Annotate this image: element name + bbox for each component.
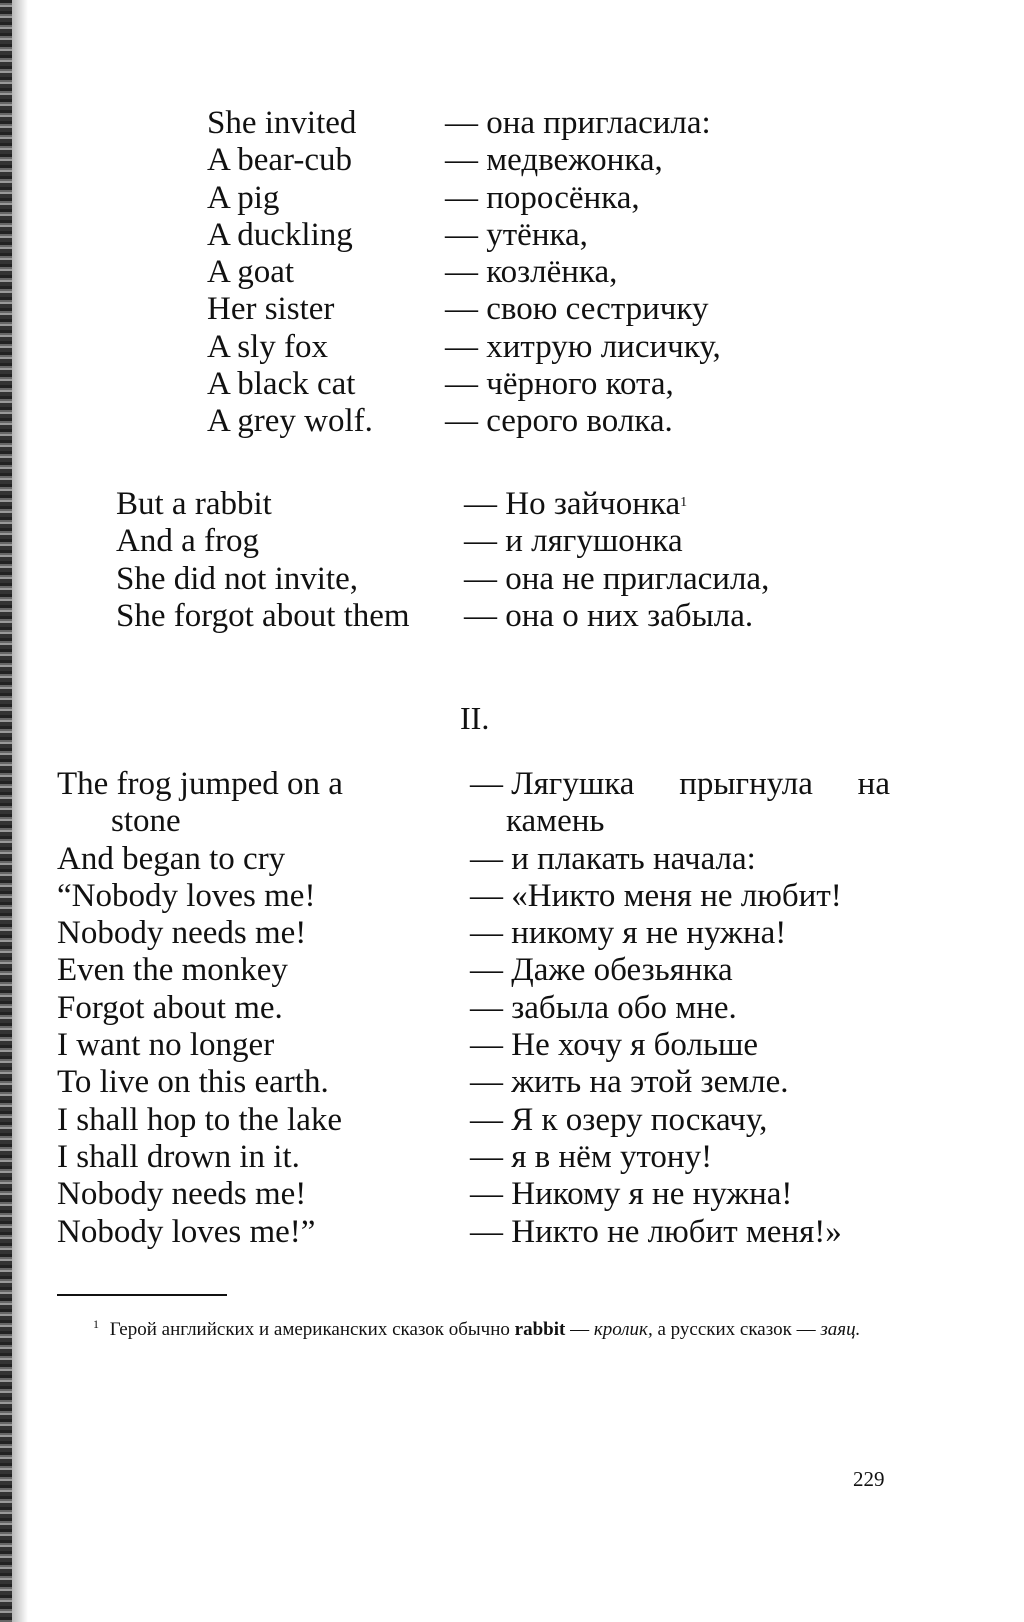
stanza-invitations [207,105,721,441]
page-number: 229 [853,1467,885,1491]
english-line: Forgot about me. [57,989,283,1026]
english-line: She did not invite, [116,560,358,597]
english-line: The frog jumped on a [57,766,343,802]
binding-shadow [12,0,28,1622]
russian-line: — серого волка. [445,403,673,440]
english-line: A sly fox [207,328,329,365]
english-line: To live on this earth. [57,1064,329,1101]
english-line: A duckling [207,216,353,253]
russian-line: — она не пригласила, [464,560,770,597]
english-line: “Nobody loves me! [57,877,316,914]
english-line: Nobody needs me! [57,1176,307,1213]
russian-line: — жить на этой земле. [470,1064,789,1101]
russian-line: — медвежонка, [445,142,663,179]
english-line: And a frog [116,523,259,560]
russian-line: — Не хочу я больше [470,1027,759,1064]
section-heading: II. [460,700,490,736]
russian-line: — она о них забыла. [464,597,754,634]
footnote-italic-word: заяц. [820,1319,861,1340]
footnote-italic-word: кролик, [593,1319,653,1340]
english-line: A black cat [207,366,356,403]
russian-line: — поросёнка, [445,179,640,216]
english-line: I shall hop to the lake [57,1101,343,1138]
russian-text: — Но зайчонка [464,486,681,522]
footnote-divider [57,1294,227,1296]
russian-word: прыгнула [679,766,813,802]
footnote-text: а русских сказок — [657,1319,816,1340]
russian-line: — я в нём утону! [470,1138,713,1175]
english-line: She forgot about them [116,597,410,634]
english-line: A bear-cub [207,142,353,179]
russian-line: — забыла обо мне. [470,989,737,1026]
russian-line: — и плакать начала: [470,840,756,877]
footnote-text: Герой английских и американских сказок обычно [109,1319,510,1340]
stanza-not-invited [116,486,769,635]
russian-line: — «Никто меня не любит! [470,877,842,914]
russian-line: — чёрного кота, [445,366,674,403]
russian-line: — Никому я не нужна! [470,1176,793,1213]
english-line: A grey wolf. [207,403,373,440]
footnote-bold-word: rabbit [514,1319,566,1340]
russian-line: — никому я не нужна! [470,915,787,952]
footnote-marker: 1 [680,495,688,510]
russian-line: — утёнка, [445,216,588,253]
russian-line: — и лягушонка [464,523,683,560]
english-line: I shall drown in it. [57,1138,300,1175]
english-line: A goat [207,254,295,291]
russian-line: — козлёнка, [445,254,618,291]
english-line: Nobody loves me!” [57,1213,316,1250]
english-line: But a rabbit [116,486,272,522]
russian-line: — она пригласила: [445,105,711,141]
russian-line: — Даже обезьянка [470,952,733,989]
english-line: A pig [207,179,280,216]
russian-line: — Никто не любит меня!» [470,1213,842,1250]
russian-line: — свою сестричку [445,291,709,328]
english-line: And began to cry [57,840,286,877]
english-line: Even the monkey [57,952,288,989]
footnote-dash: — [570,1319,590,1340]
book-binding-edge [0,0,12,1622]
english-line: Nobody needs me! [57,915,307,952]
english-line: I want no longer [57,1027,275,1064]
english-line: Her sister [207,291,335,328]
footnote [57,1315,889,1346]
russian-line-continuation: камень [506,803,605,840]
english-line: She invited [207,105,357,141]
footnote-number: 1 [93,1317,99,1331]
russian-line-with-footnote [464,486,769,523]
russian-line: — Я к озеру поскачу, [470,1101,768,1138]
russian-word: — Лягушка [470,766,635,802]
stanza-frog-lament [57,766,890,1251]
russian-line: — хитрую лисичку, [445,328,721,365]
russian-word: на [857,766,890,802]
english-line-continuation: stone [111,803,181,840]
russian-line-justified [470,766,890,803]
